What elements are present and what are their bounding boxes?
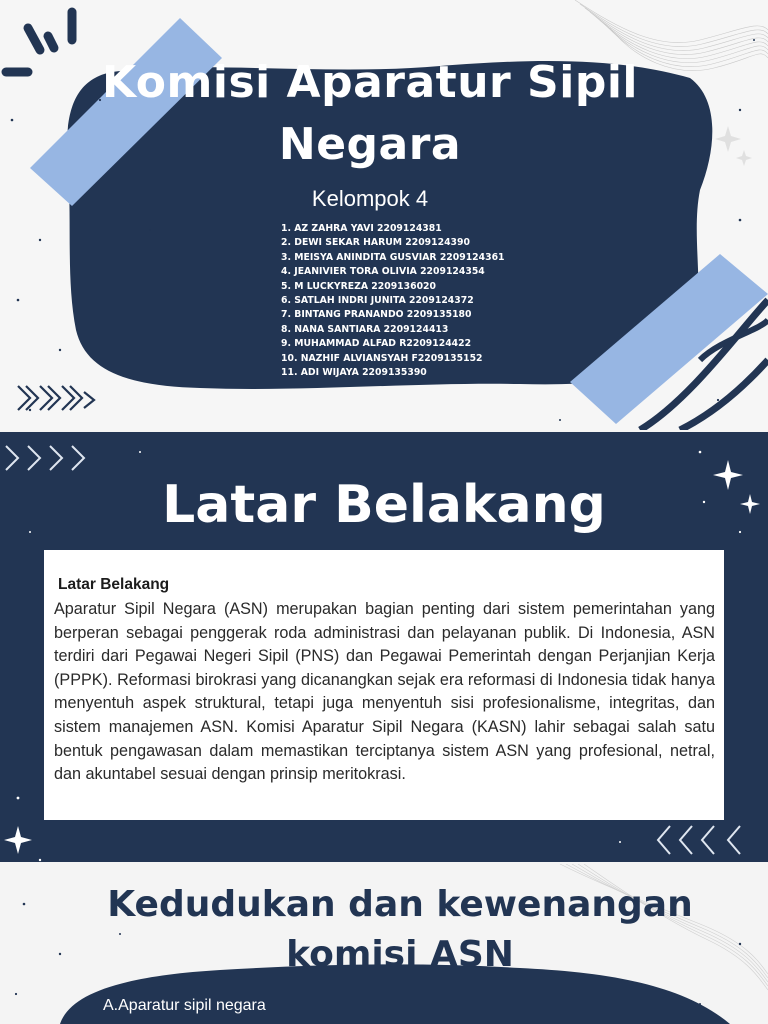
slide-title [0, 0, 768, 430]
chevrons-right-icon [18, 386, 94, 410]
member-item: 2. DEWI SEKAR HARUM 2209124390 [281, 237, 470, 249]
sparkle-icon [715, 126, 752, 166]
member-item: 5. M LUCKYREZA 2209136020 [281, 280, 436, 292]
background-text-card [44, 550, 724, 820]
chevrons-left-icon [658, 826, 740, 854]
member-item: 9. MUHAMMAD ALFAD R2209124422 [281, 338, 472, 350]
slide-background [0, 432, 768, 862]
member-item: 3. MEISYA ANINDITA GUSVIAR 2209124361 [281, 251, 505, 263]
member-item: 8. NANA SANTIARA 2209124413 [281, 323, 449, 335]
card-title: Latar Belakang [58, 576, 170, 593]
slide1-title: Komisi Aparatur Sipil Negara [101, 57, 638, 170]
member-item: 10. NAZHIF ALVIANSYAH F2209135152 [281, 352, 483, 364]
card-body: Aparatur Sipil Negara (ASN) merupakan bagian penting dari sistem pemerintahan yang berperan sebagai penggerak roda administrasi dan pelayanan publik. Di Indonesia, ASN terdiri dari Pegawai Negeri Sipil (PNS) dan Pegawai Pemerintah dengan Perjanjian Kerja (PPPK). Reformasi birokrasi yang dicanangkan sejak era reformasi di Indonesia tidak hanya menyentuh aspek struktural, tetapi juga menyentuh sisi profesionalisme, integritas, dan sistem manajemen ASN. Komisi Aparatur Sipil Negara (KASN) lahir sebagai salah satu bentuk pengawasan dalam memastikan terciptanya sistem ASN yang profesional, netral, dan akuntabel sesuai dengan prinsip meritokrasi. [54, 600, 715, 784]
member-item: 7. BINTANG PRANANDO 2209135180 [281, 309, 472, 321]
member-item: 6. SATLAH INDRI JUNITA 2209124372 [281, 295, 474, 307]
slide1-subtitle: Kelompok 4 [311, 186, 429, 211]
slide3-heading: Kedudukan dan kewenangan komisi ASN [107, 884, 693, 975]
member-item: 4. JEANIVIER TORA OLIVIA 2209124354 [281, 266, 485, 278]
member-list [281, 222, 505, 380]
member-item: 11. ADI WIJAYA 2209135390 [281, 367, 427, 379]
member-item: 1. AZ ZAHRA YAVI 2209124381 [281, 223, 442, 234]
list-item: A.Aparatur sipil negara [103, 997, 266, 1014]
chevrons-right-icon [6, 446, 84, 470]
slide-kedudukan [0, 864, 768, 1024]
slide2-heading: Latar Belakang [162, 475, 606, 535]
